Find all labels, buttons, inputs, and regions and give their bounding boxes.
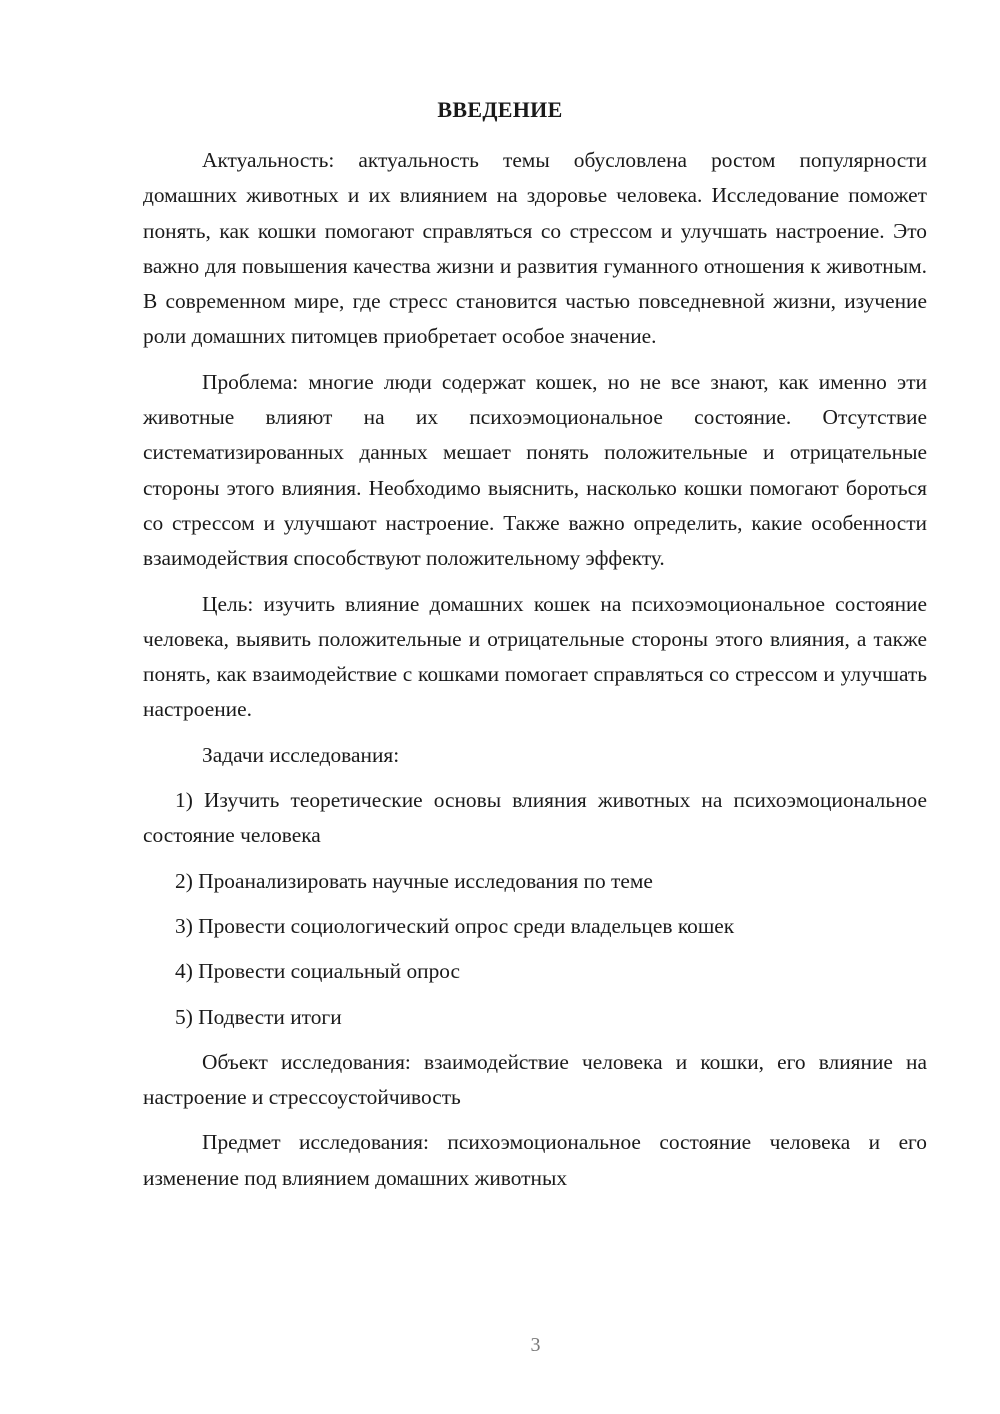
paragraph-problem: Проблема: многие люди содержат кошек, но не все знают, как именно эти животные влияют на их психоэмоциональное состояние. Отсутствие систематизированных данных мешает понять положительные и отрицательные стороны этого влияния. Необходимо выяснить, насколько кошки помогают бороться со стрессом и улучшают настроение. Также важно определить, какие особенности взаимодействия способствуют положительному эффекту.: [143, 369, 927, 571]
page-title: ВВЕДЕНИЕ: [437, 97, 563, 122]
paragraph-subject: Предмет исследования: психоэмоциональное состояние человека и его изменение под влиянием домашних животных: [143, 1130, 927, 1190]
paragraph-relevance: Актуальность: актуальность темы обусловлена ростом популярности домашних животных и их влиянием на здоровье человека. Исследование поможет понять, как кошки помогают справляться со стрессом и улучшать настроение. Это важно для повышения качества жизни и развития гуманного отношения к животным. В современном мире, где стресс становится частью повседневной жизни, изучение роли домашних питомцев приобретает особое значение.: [143, 148, 927, 349]
task-item-4: 4) Провести социальный опрос: [175, 959, 461, 984]
paragraph-object: Объект исследования: взаимодействие человека и кошки, его влияние на настроение и стрессоустойчивость: [143, 1049, 927, 1110]
task-item-2: 2) Проанализировать научные исследования по теме: [175, 868, 653, 893]
paragraph-goal: Цель: изучить влияние домашних кошек на психоэмоциональное состояние человека, выявить положительные и отрицательные стороны этого влияния, а также понять, как взаимодействие с кошками помогает справляться со стрессом и улучшать настроение.: [143, 591, 927, 722]
document-body: [143, 143, 927, 1196]
tasks-heading: Задачи исследования:: [202, 742, 400, 767]
task-item-5: 5) Подвести итоги: [175, 1004, 342, 1029]
task-item-3: 3) Провести социологический опрос среди владельцев кошек: [175, 913, 735, 938]
task-item-1: 1) Изучить теоретические основы влияния животных на психоэмоциональное состояние человека: [143, 788, 927, 848]
page-number: 3: [530, 1334, 541, 1356]
